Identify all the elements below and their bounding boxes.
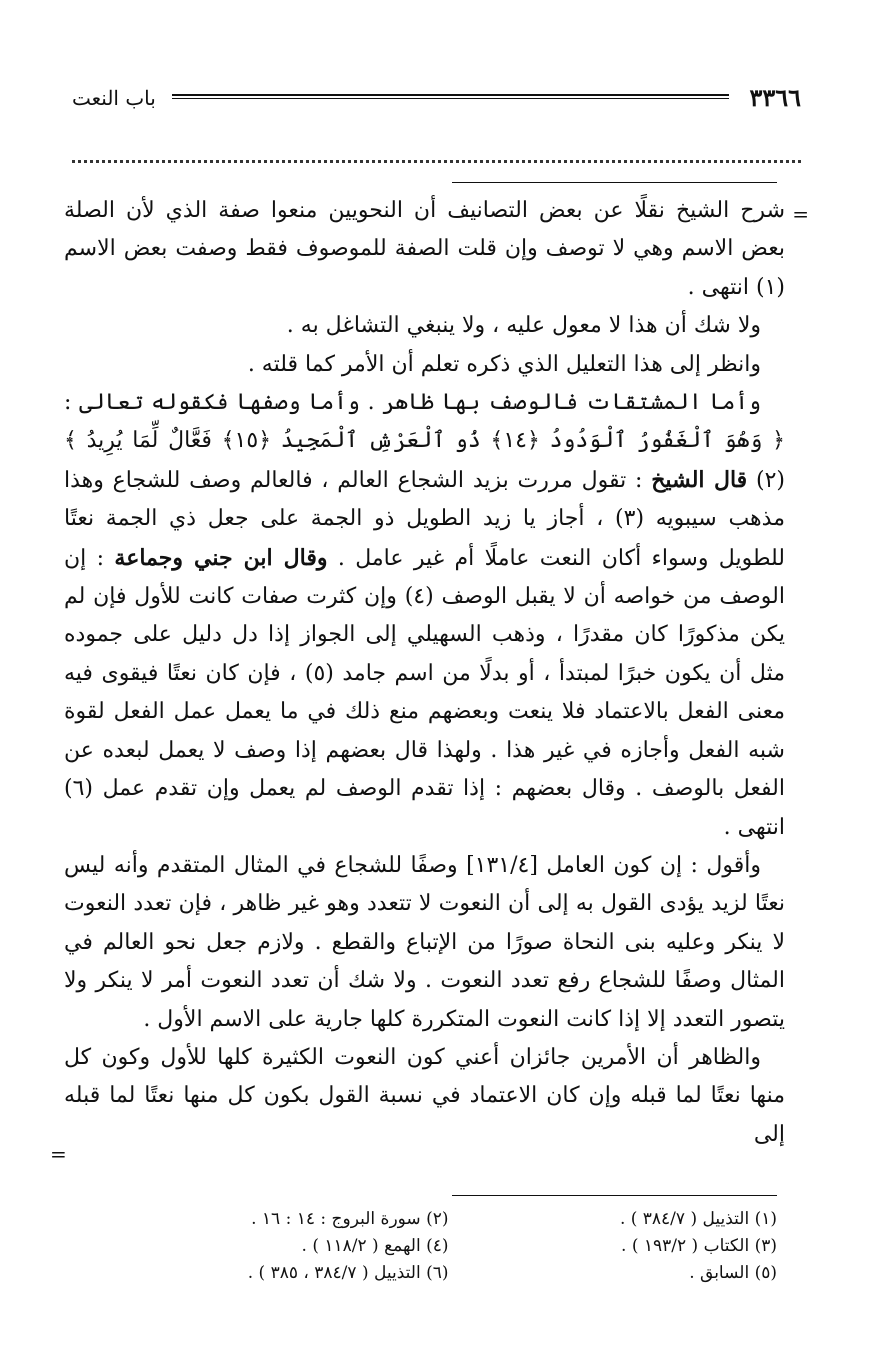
running-header bbox=[72, 84, 801, 112]
end-continuation-mark: = bbox=[50, 1142, 67, 1166]
footnote-3: (٣) الكتاب ( ١٩٣/٢ ) . bbox=[621, 1236, 777, 1256]
footnote-5: (٥) السابق . bbox=[689, 1263, 777, 1283]
top-short-rule bbox=[452, 182, 777, 183]
paragraph-6: والظاهر أن الأمرين جائزان أعني كون النعوت الكثيرة كلها للأول وكون كل منها نعتًا لما قبله وإن كان الاعتماد في نسبة القول بكون كل منها نعتًا لما قبله إلى bbox=[64, 1044, 785, 1147]
label-ibn-jinni: وقال ابن جني وجماعة bbox=[114, 544, 328, 571]
footnotes bbox=[120, 1206, 777, 1287]
header-rule bbox=[172, 94, 729, 99]
footnote-6: (٦) التذييل ( ٣٨٤/٧ ، ٣٨٥ ) . bbox=[247, 1263, 449, 1283]
footnote-1: (١) التذييل ( ٣٨٤/٧ ) . bbox=[619, 1209, 777, 1229]
paragraph-5: وأقول : إن كون العامل [١٣١/٤] وصفًا للشجاع في المثال المتقدم وأنه ليس نعتًا لزيد يؤدى القول به إلى أن النعوت لا تتعدد وهو غير ظاهر ، فإن تعدد النعوت لا ينكر وعليه بنى النحاة صورًا من الإتباع والقطع . ولازم جعل نحو العالم في المثال وصفًا للشجاع رفع تعدد النعوت . ولا شك أن تعدد النعوت أمر لا ينكر ولا يتصور التعدد إلا إذا كانت النعوت المتكررة كلها جارية على الاسم الأول . bbox=[64, 852, 785, 1032]
footnote-rule bbox=[452, 1195, 777, 1196]
paragraph-1: شرح الشيخ نقلًا عن بعض التصانيف أن النحويين منعوا صفة الذي لأن الصلة بعض الاسم وهي لا توصف وإن قلت الصفة للموصوف فقط وصفت بعض الاسم (١) انتهى . bbox=[64, 198, 785, 300]
label-qal-al-shaykh: قال الشيخ bbox=[651, 466, 748, 493]
footnote-4: (٤) الهمع ( ١١٨/٢ ) . bbox=[301, 1236, 449, 1256]
paragraph-4 bbox=[64, 384, 785, 847]
footnote-2: (٢) سورة البروج : ١٤ : ١٦ . bbox=[251, 1209, 449, 1229]
continuation-mark: = bbox=[792, 202, 809, 226]
paragraph-4-part-b: : تقول مررت بزيد الشجاع العالم ، فالعالم وصف للشجاع وهذا مذهب سيبويه (٣) ، أجاز يا زيد الطويل ذو الجمة على جعل ذي الجمة نعتًا للطويل وسواء أكان النعت عاملًا أم غير عامل . bbox=[64, 467, 785, 571]
section-title: باب النعت bbox=[72, 86, 156, 110]
paragraph-2: ولا شك أن هذا لا معول عليه ، ولا ينبغي التشاغل به . bbox=[286, 313, 761, 339]
paragraph-4-part-c: : إن الوصف من خواصه أن لا يقبل الوصف (٤) وإن كثرت صفات كانت للأول فإن لم يكن مذكورًا كان مقدرًا ، وذهب السهيلي إلى الجواز إذا دل دليل على جموده مثل أن يكون خبرًا لمبتدأ ، أو بدلًا من اسم جامد (٥) ، فإن كان نعتًا فيقوى فيه معنى الفعل بالاعتماد فلا ينعت وبعضهم منع ذلك في ما يعمل عمل الفعل لقوة شبه الفعل وأجازه في غير هذا . ولهذا قال بعضهم إذا وصف لا يعمل لبعده عن الفعل بالوصف . وقال بعضهم : إذا تقدم الوصف لم يعمل وإن تقدم عمل (٦) انتهى . bbox=[64, 545, 786, 840]
paragraph-4-part-a: وأما المشتقات فالوصف بها ظاهر . وأما وصفها فكقوله تعالى : ﴿ وَهُوَ ٱلْغَفُورُ ٱلْوَدُودُ ﴿١٤﴾ ذُو ٱلْعَرْشِ ٱلْمَجِيدُ ﴿١٥﴾ فَعَّالٌ لِّمَا يُرِيدُ ﴾ (٢) bbox=[64, 390, 785, 493]
page-number: ٣٣٦٦ bbox=[749, 83, 801, 112]
main-text bbox=[64, 192, 785, 1154]
paragraph-3: وانظر إلى هذا التعليل الذي ذكره تعلم أن الأمر كما قلته . bbox=[247, 351, 761, 377]
dotted-separator bbox=[72, 148, 801, 163]
